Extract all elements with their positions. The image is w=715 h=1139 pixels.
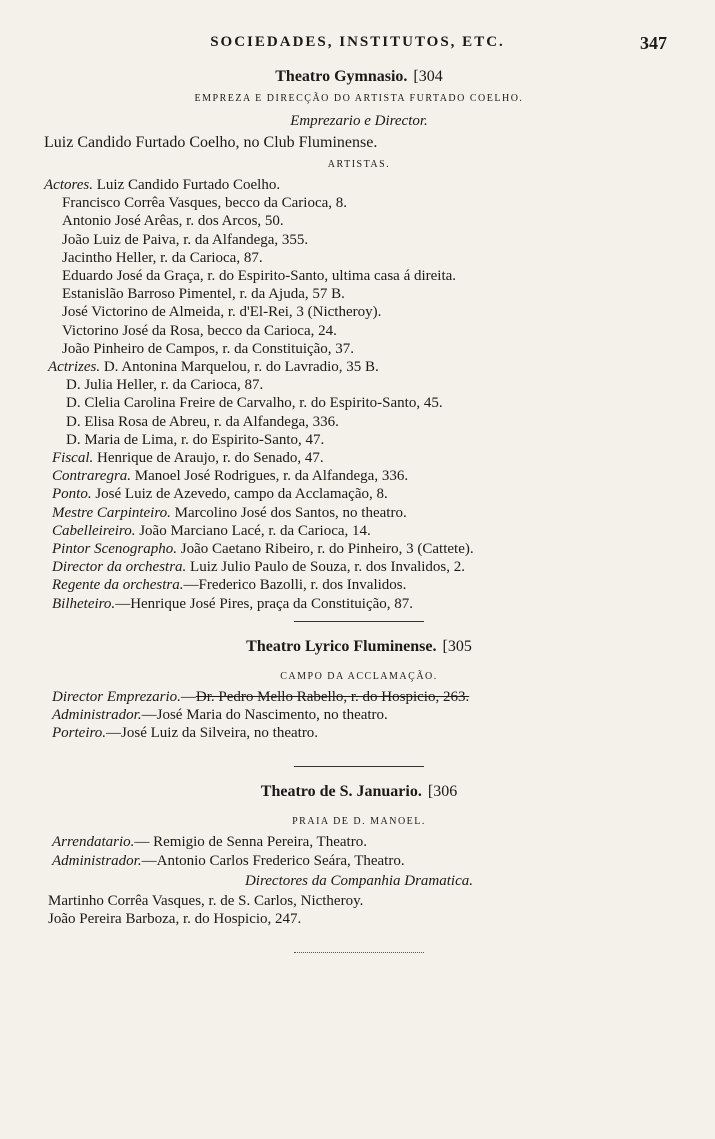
staff-line (44, 485, 674, 503)
staff-label: Contraregra. (52, 468, 132, 485)
staff-label: Bilheteiro. (52, 595, 116, 612)
staff-line (44, 467, 674, 485)
page-header (0, 34, 715, 56)
section-title (44, 636, 674, 658)
actors-label: Actores. (44, 177, 94, 193)
staff-label: Administrador. (52, 707, 142, 724)
end-divider (294, 952, 424, 953)
list-item: Eduardo José da Graça, r. do Espirito-Santo, ultima casa á direita. (62, 268, 457, 285)
list-item: D. Julia Heller, r. da Carioca, 87. (66, 377, 264, 394)
staff-label: Ponto. (52, 486, 92, 503)
staff-text: Luiz Julio Paulo de Souza, r. dos Invalidos, 2. (186, 559, 466, 576)
list-item: João Pinheiro de Campos, r. da Constituição, 37. (62, 340, 355, 357)
list-item: Antonio José Arêas, r. dos Arcos, 50. (62, 213, 284, 230)
section-title-text: Theatro de S. Januario. (260, 783, 422, 801)
staff-text: —Antonio Carlos Frederico Seára, Theatro. (141, 852, 405, 869)
staff-line (44, 833, 674, 851)
section-theatro-gymnasio (44, 66, 674, 613)
list-item (44, 358, 674, 376)
staff-label: Arrendatario. (52, 834, 135, 851)
section-theatro-lyrico (44, 636, 674, 743)
staff-text: —José Maria do Nascimento, no theatro. (141, 707, 388, 724)
staff-text: —Frederico Bazolli, r. dos Invalidos. (183, 577, 407, 594)
staff-line (44, 504, 674, 522)
entry-text: Luiz Candido Furtado Coelho. (96, 177, 281, 193)
staff-text: — Remigio de Senna Pereira, Theatro. (134, 834, 367, 851)
entry-number: [305 (442, 637, 472, 655)
entry-text: D. Antonina Marquelou, r. do Lavradio, 35 B. (103, 359, 379, 376)
actresses-label: Actrizes. (48, 359, 101, 376)
list-item: D. Clelia Carolina Freire de Carvalho, r. do Espirito-Santo, 45. (66, 395, 443, 412)
section-title-text: Theatro Gymnasio. (275, 68, 408, 85)
section-theatro-januario (44, 781, 674, 928)
location-line: PRAIA DE D. MANOEL. (292, 816, 426, 828)
staff-line (44, 706, 674, 724)
list-item: José Victorino de Almeida, r. d'El-Rei, 3 (Nictheroy). (62, 304, 382, 321)
staff-label: Administrador. (52, 852, 142, 869)
staff-text: Marcolino José dos Santos, no theatro. (170, 504, 407, 521)
staff-text: João Marciano Lacé, r. da Carioca, 14. (135, 522, 371, 539)
list-item (44, 176, 674, 194)
company-line: EMPREZA E DIRECÇÃO DO ARTISTA FURTADO COELHO. (194, 93, 524, 104)
section-title-text: Theatro Lyrico Fluminense. (246, 637, 437, 655)
entry-number: [306 (427, 783, 458, 801)
page-content (44, 66, 674, 953)
list-item: Jacintho Heller, r. da Carioca, 87. (62, 249, 263, 266)
running-head: SOCIEDADES, INSTITUTOS, ETC. (210, 34, 505, 50)
staff-text: —José Luiz da Silveira, no theatro. (106, 725, 319, 742)
staff-label: Mestre Carpinteiro. (52, 504, 171, 521)
list-item: João Luiz de Paiva, r. da Alfandega, 355. (62, 231, 309, 248)
director-line: Luiz Candido Furtado Coelho, no Club Fluminense. (44, 134, 378, 151)
staff-label: Director da orchestra. (52, 559, 187, 576)
entry-number: [304 (413, 68, 443, 85)
staff-line (44, 522, 674, 540)
staff-label: Pintor Scenographo. (52, 541, 177, 558)
staff-line (44, 540, 674, 558)
list-item: D. Elisa Rosa de Abreu, r. da Alfandega, 336. (66, 413, 339, 430)
staff-label: Director Emprezario. (52, 688, 181, 705)
staff-text: — (180, 688, 196, 705)
list-item: Victorino José da Rosa, becco da Carioca, 24. (62, 322, 337, 339)
section-title (44, 781, 674, 803)
staff-text: José Luiz de Azevedo, campo da Acclamação, 8. (91, 486, 388, 503)
staff-text: —Henrique José Pires, praça da Constituição, 87. (115, 595, 414, 612)
location-line: CAMPO DA ACCLAMAÇÃO. (280, 670, 438, 682)
staff-line (44, 852, 674, 870)
staff-label: Fiscal. (52, 450, 94, 467)
list-item: João Pereira Barboza, r. do Hospicio, 247. (48, 911, 302, 928)
staff-line (44, 576, 674, 594)
staff-label: Porteiro. (52, 725, 107, 742)
list-item: D. Maria de Lima, r. do Espirito-Santo, 47. (66, 431, 325, 448)
list-item: Francisco Corrêa Vasques, becco da Carioca, 8. (62, 195, 348, 212)
list-item: Martinho Corrêa Vasques, r. de S. Carlos, Nictheroy. (48, 892, 364, 909)
struck-text: Dr. Pedro Mello Rabello, r. do Hospicio, 263. (195, 688, 470, 705)
role-heading: Emprezario e Director. (290, 113, 428, 129)
staff-label: Cabelleireiro. (52, 522, 136, 539)
staff-text: João Caetano Ribeiro, r. do Pinheiro, 3 (Cattete). (177, 541, 474, 558)
staff-line (44, 595, 674, 613)
section-title (44, 66, 674, 88)
staff-line (44, 688, 674, 706)
staff-line (44, 449, 674, 467)
staff-text: Henrique de Araujo, r. do Senado, 47. (93, 450, 324, 467)
staff-line (44, 724, 674, 742)
company-directors-heading: Directores da Companhia Dramatica. (244, 872, 474, 889)
staff-label: Regente da orchestra. (52, 577, 184, 594)
staff-line (44, 558, 674, 576)
artists-heading: ARTISTAS. (327, 159, 391, 170)
staff-text: Manoel José Rodrigues, r. da Alfandega, 336. (131, 468, 409, 485)
page-number: 347 (640, 33, 667, 53)
list-item: Estanislão Barroso Pimentel, r. da Ajuda, 57 B. (62, 286, 345, 303)
